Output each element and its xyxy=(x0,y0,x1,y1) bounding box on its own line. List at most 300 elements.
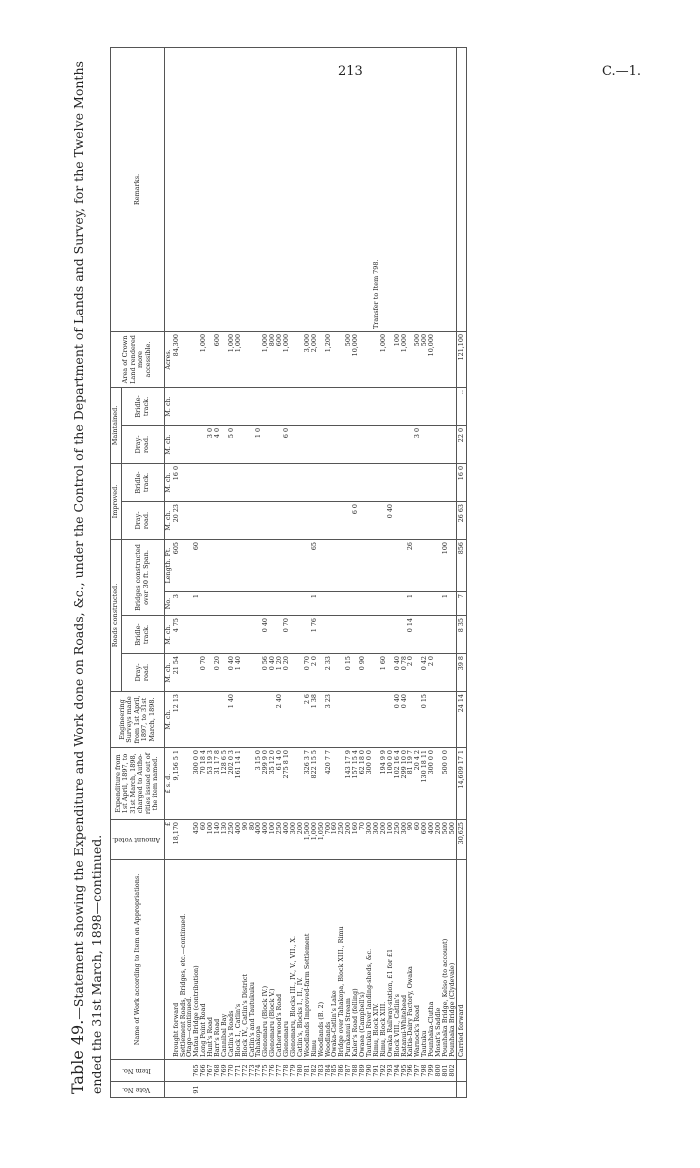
cell-impd: 6 0 xyxy=(352,502,359,540)
cell-eng xyxy=(207,692,214,748)
cell-impb xyxy=(414,463,421,501)
cell-vote xyxy=(331,1082,338,1098)
cell-eng: 2 40 xyxy=(276,692,283,748)
cell-impd xyxy=(269,502,276,540)
cell-exp: 300 0 0 xyxy=(193,748,200,820)
cell-bridle xyxy=(352,616,359,654)
cell-rem xyxy=(297,47,304,331)
cell-impd xyxy=(186,502,193,540)
cell-name: Woodlands (B. 2) xyxy=(318,860,325,1060)
cell-impb xyxy=(242,463,249,501)
cell-maind: 3 0 xyxy=(207,425,214,463)
cell-maind xyxy=(318,425,325,463)
cell-vote xyxy=(235,1082,242,1098)
cell-rem xyxy=(318,47,325,331)
cell-maind xyxy=(173,425,180,463)
cell-dray: 0 56 xyxy=(262,654,269,692)
cell-impd xyxy=(401,502,408,540)
cell-impb xyxy=(290,463,297,501)
cell-bridle xyxy=(387,616,394,654)
cell-impb xyxy=(180,463,187,501)
item-header: Item No. xyxy=(111,1060,165,1082)
cell-dray: 0 90 xyxy=(359,654,366,692)
cell-maind xyxy=(428,425,435,463)
cell-impd xyxy=(394,502,401,540)
cell-vote xyxy=(221,1082,228,1098)
total-dray: 39 8 xyxy=(456,654,466,692)
table-row xyxy=(449,47,456,1097)
cell-impb xyxy=(262,463,269,501)
cell-rem xyxy=(228,47,235,331)
cell-item: 788 xyxy=(352,1060,359,1082)
cell-blen xyxy=(338,540,345,592)
cell-amount: 100 xyxy=(269,820,276,860)
cell-impb xyxy=(255,463,262,501)
cell-exp: 35 12 0 xyxy=(269,748,276,820)
cell-maind: 5 0 xyxy=(228,425,235,463)
cell-area: 500 xyxy=(414,331,421,387)
cell-blen: 65 xyxy=(311,540,318,592)
cell-dray: 0 40 xyxy=(228,654,235,692)
total-mainb: .. xyxy=(456,387,466,425)
cell-mainb xyxy=(262,387,269,425)
table-row xyxy=(338,47,345,1097)
table-row xyxy=(207,47,214,1097)
cell-mainb xyxy=(318,387,325,425)
cell-item: 800 xyxy=(435,1060,442,1082)
cell-area: 600 xyxy=(214,331,221,387)
cell-item: 796 xyxy=(407,1060,414,1082)
cell-rem xyxy=(262,47,269,331)
cell-eng: 1 38 xyxy=(311,692,318,748)
cell-exp: 61 4 0 xyxy=(276,748,283,820)
cell-item: 794 xyxy=(394,1060,401,1082)
cell-exp: 500 0 0 xyxy=(442,748,449,820)
table-row xyxy=(373,47,380,1097)
cell-eng xyxy=(449,692,456,748)
total-amount: 30,625 xyxy=(456,820,466,860)
cell-rem xyxy=(387,47,394,331)
table-row xyxy=(318,47,325,1097)
cell-rem xyxy=(421,47,428,331)
cell-vote: 91 xyxy=(193,1082,200,1098)
cell-impd xyxy=(428,502,435,540)
cell-impb xyxy=(435,463,442,501)
cell-impb xyxy=(449,463,456,501)
cell-exp: 3 15 0 xyxy=(255,748,262,820)
cell-item: 784 xyxy=(325,1060,332,1082)
cell-item: 801 xyxy=(442,1060,449,1082)
cell-amount: 70 xyxy=(359,820,366,860)
cell-impd xyxy=(407,502,414,540)
cell-item: 785 xyxy=(331,1060,338,1082)
cell-blen xyxy=(373,540,380,592)
total-impd: 26 63 xyxy=(456,502,466,540)
cell-eng: 0 40 xyxy=(394,692,401,748)
cell-amount: 300 xyxy=(401,820,408,860)
cell-exp: 9,156 5 1 xyxy=(173,748,180,820)
cell-mainb xyxy=(214,387,221,425)
cell-impd xyxy=(325,502,332,540)
cell-blen xyxy=(387,540,394,592)
cell-impb xyxy=(401,463,408,501)
cell-area xyxy=(242,331,249,387)
cell-impd xyxy=(318,502,325,540)
cell-impd xyxy=(283,502,290,540)
cell-amount: 400 xyxy=(428,820,435,860)
cell-impb xyxy=(352,463,359,501)
cell-rem xyxy=(331,47,338,331)
cell-vote xyxy=(414,1082,421,1098)
cell-bno xyxy=(387,592,394,616)
cell-item: 776 xyxy=(269,1060,276,1082)
cell-impb xyxy=(380,463,387,501)
cell-bno xyxy=(235,592,242,616)
cell-impb xyxy=(200,463,207,501)
cell-maind xyxy=(345,425,352,463)
cell-dray xyxy=(180,654,187,692)
cell-impd xyxy=(228,502,235,540)
roads-bridle-header: Bridle-track. xyxy=(121,616,164,654)
cell-impb xyxy=(228,463,235,501)
cell-item xyxy=(173,1060,180,1082)
cell-bridle xyxy=(338,616,345,654)
cell-blen xyxy=(352,540,359,592)
cell-vote xyxy=(255,1082,262,1098)
cell-rem xyxy=(325,47,332,331)
table-row xyxy=(221,47,228,1097)
cell-bno: 1 xyxy=(407,592,414,616)
cell-exp: 53 19 3 xyxy=(207,748,214,820)
roads-dray-header: Dray-road. xyxy=(121,654,164,692)
cell-amount: 90 xyxy=(242,820,249,860)
table-row xyxy=(414,47,421,1097)
cell-impd xyxy=(180,502,187,540)
cell-bno xyxy=(421,592,428,616)
cell-rem xyxy=(269,47,276,331)
cell-name: Owaea (Campbell's) xyxy=(359,860,366,1060)
cell-exp: 62 18 0 xyxy=(359,748,366,820)
cell-maind xyxy=(352,425,359,463)
total-exp: 14,609 17 1 xyxy=(456,748,466,820)
cell-eng xyxy=(193,692,200,748)
cell-mainb xyxy=(207,387,214,425)
cell-mainb xyxy=(359,387,366,425)
cell-dray: 0 40 xyxy=(394,654,401,692)
table-row xyxy=(200,47,207,1097)
cell-dray: 0 42 xyxy=(421,654,428,692)
cell-impb xyxy=(311,463,318,501)
cell-area: 1,000 xyxy=(262,331,269,387)
cell-name: Mosat's Saddle xyxy=(435,860,442,1060)
cell-maind xyxy=(297,425,304,463)
cell-impb xyxy=(338,463,345,501)
cell-area: 1,000 xyxy=(401,331,408,387)
cell-rem xyxy=(283,47,290,331)
cell-maind xyxy=(449,425,456,463)
cell-mainb xyxy=(380,387,387,425)
cell-bno xyxy=(242,592,249,616)
cell-bridle xyxy=(345,616,352,654)
cell-exp: 300 0 0 xyxy=(366,748,373,820)
cell-mainb xyxy=(221,387,228,425)
cell-blen: 605 xyxy=(173,540,180,592)
cell-area xyxy=(180,331,187,387)
cell-rem: Transfer to Item 798. xyxy=(373,47,380,331)
cell-name: Cannibal Bay xyxy=(221,860,228,1060)
cell-dray: 0 20 xyxy=(283,654,290,692)
cell-bno xyxy=(352,592,359,616)
cell-blen: 26 xyxy=(407,540,414,592)
cell-area: 1,200 xyxy=(325,331,332,387)
cell-exp xyxy=(180,748,187,820)
total-bno: 7 xyxy=(456,592,466,616)
cell-name: Catlin's, Blocks I., II., IV. xyxy=(297,860,304,1060)
cell-impb xyxy=(249,463,256,501)
cell-item: 790 xyxy=(366,1060,373,1082)
cell-blen xyxy=(255,540,262,592)
cell-blen xyxy=(200,540,207,592)
cell-bridle: 1 76 xyxy=(311,616,318,654)
cell-amount: 160 xyxy=(352,820,359,860)
cell-impd xyxy=(331,502,338,540)
cell-item: 779 xyxy=(290,1060,297,1082)
cell-name: Rimu, Block XIII. xyxy=(380,860,387,1060)
cell-bridle xyxy=(421,616,428,654)
cell-impd: 20 23 xyxy=(173,502,180,540)
cell-dray xyxy=(242,654,249,692)
cell-dray xyxy=(435,654,442,692)
cell-bno xyxy=(255,592,262,616)
cell-area xyxy=(249,331,256,387)
cell-exp: 102 16 4 xyxy=(394,748,401,820)
cell-eng xyxy=(262,692,269,748)
cell-impb xyxy=(407,463,414,501)
cell-area xyxy=(186,331,193,387)
cell-maind xyxy=(180,425,187,463)
page-number: 213 xyxy=(338,64,363,79)
cell-mainb xyxy=(242,387,249,425)
cell-eng: 0 15 xyxy=(421,692,428,748)
cell-vote xyxy=(297,1082,304,1098)
cell-bridle: 4 75 xyxy=(173,616,180,654)
cell-bridle xyxy=(186,616,193,654)
cell-mainb xyxy=(442,387,449,425)
cell-impb xyxy=(331,463,338,501)
cell-bno xyxy=(380,592,387,616)
cell-vote xyxy=(262,1082,269,1098)
cell-mainb xyxy=(394,387,401,425)
cell-amount: 60 xyxy=(200,820,207,860)
cell-name: Block VIII., Catlin's xyxy=(394,860,401,1060)
cell-eng xyxy=(331,692,338,748)
cell-vote xyxy=(387,1082,394,1098)
cell-mainb xyxy=(325,387,332,425)
cell-maind xyxy=(338,425,345,463)
cell-dray xyxy=(290,654,297,692)
cell-dray xyxy=(186,654,193,692)
cell-blen xyxy=(221,540,228,592)
cell-area: 500 xyxy=(345,331,352,387)
cell-mainb xyxy=(283,387,290,425)
cell-blen xyxy=(359,540,366,592)
cell-rem xyxy=(311,47,318,331)
cell-item: 782 xyxy=(311,1060,318,1082)
cell-blen xyxy=(214,540,221,592)
cell-bno xyxy=(318,592,325,616)
cell-mainb xyxy=(235,387,242,425)
cell-name: Pounhaka-Clutha xyxy=(428,860,435,1060)
table-row xyxy=(186,47,193,1097)
cell-bridle: 0 40 xyxy=(262,616,269,654)
cell-dray: 2 0 xyxy=(407,654,414,692)
table-row xyxy=(228,47,235,1097)
rotated-table-region xyxy=(65,48,635,1098)
cell-blen xyxy=(262,540,269,592)
cell-vote xyxy=(345,1082,352,1098)
cell-bridle: 0 70 xyxy=(283,616,290,654)
cell-impb xyxy=(318,463,325,501)
cell-exp xyxy=(242,748,249,820)
cell-blen xyxy=(276,540,283,592)
cell-vote xyxy=(200,1082,207,1098)
cell-vote xyxy=(366,1082,373,1098)
cell-amount: 600 xyxy=(421,820,428,860)
cell-impd xyxy=(373,502,380,540)
cell-eng xyxy=(345,692,352,748)
cell-vote xyxy=(290,1082,297,1098)
cell-impd xyxy=(242,502,249,540)
cell-name: Glenomaru, Blocks III., IV., V., VII., X. xyxy=(290,860,297,1060)
cell-amount: 160 xyxy=(331,820,338,860)
cell-impd xyxy=(297,502,304,540)
cell-exp: 100 0 0 xyxy=(387,748,394,820)
cell-dray: 0 70 xyxy=(200,654,207,692)
cell-mainb xyxy=(186,387,193,425)
cell-item: 771 xyxy=(235,1060,242,1082)
cell-eng xyxy=(180,692,187,748)
cell-bno xyxy=(283,592,290,616)
cell-area xyxy=(366,331,373,387)
table-row xyxy=(401,47,408,1097)
table-row xyxy=(235,47,242,1097)
cell-exp: 299 9 0 xyxy=(262,748,269,820)
cell-bno xyxy=(262,592,269,616)
cell-impb xyxy=(366,463,373,501)
cell-impb xyxy=(276,463,283,501)
cell-amount: 250 xyxy=(394,820,401,860)
cell-rem xyxy=(338,47,345,331)
cell-maind xyxy=(262,425,269,463)
maintained-dray-header: Dray-road. xyxy=(121,425,164,463)
cell-eng: 3 23 xyxy=(325,692,332,748)
cell-item: 793 xyxy=(387,1060,394,1082)
cell-area: 1,000 xyxy=(200,331,207,387)
table-row xyxy=(366,47,373,1097)
cell-vote xyxy=(394,1082,401,1098)
roads-header: Roads constructed. xyxy=(111,540,122,692)
cell-impd xyxy=(276,502,283,540)
cell-bridle xyxy=(380,616,387,654)
cell-bno xyxy=(331,592,338,616)
improved-bridle-header: Bridle-track. xyxy=(121,463,164,501)
cell-vote xyxy=(380,1082,387,1098)
remarks-header: Remarks. xyxy=(111,47,165,331)
cell-amount: 700 xyxy=(325,820,332,860)
cell-impd xyxy=(304,502,311,540)
cell-maind: 4 0 xyxy=(214,425,221,463)
cell-maind xyxy=(193,425,200,463)
table-title xyxy=(69,54,109,1094)
cell-dray: 0 78 xyxy=(401,654,408,692)
cell-area: 1,000 xyxy=(235,331,242,387)
cell-rem xyxy=(414,47,421,331)
cell-name: Woodlands xyxy=(325,860,332,1060)
cell-rem xyxy=(200,47,207,331)
cell-item: 767 xyxy=(207,1060,214,1082)
cell-mainb xyxy=(304,387,311,425)
cell-mainb xyxy=(373,387,380,425)
cell-eng xyxy=(249,692,256,748)
cell-blen xyxy=(283,540,290,592)
cell-amount: 400 xyxy=(262,820,269,860)
cell-dray xyxy=(331,654,338,692)
total-maind: 22 0 xyxy=(456,425,466,463)
cell-dray: 0 40 xyxy=(269,654,276,692)
total-name: Carried forward xyxy=(456,860,466,1060)
cell-amount: 200 xyxy=(345,820,352,860)
cell-item: 791 xyxy=(373,1060,380,1082)
cell-amount: 1,050 xyxy=(318,820,325,860)
cell-mainb xyxy=(290,387,297,425)
cell-vote xyxy=(435,1082,442,1098)
cell-impb xyxy=(373,463,380,501)
cell-name: Rimu, Block XIV. xyxy=(373,860,380,1060)
cell-bridle xyxy=(318,616,325,654)
cell-dray: 0 70 xyxy=(304,654,311,692)
cell-rem xyxy=(242,47,249,331)
table-row xyxy=(242,47,249,1097)
cell-eng xyxy=(290,692,297,748)
cell-vote xyxy=(214,1082,221,1098)
cell-maind xyxy=(380,425,387,463)
cell-dray: 21 54 xyxy=(173,654,180,692)
cell-vote xyxy=(338,1082,345,1098)
cell-impd xyxy=(200,502,207,540)
cell-area: 100 xyxy=(394,331,401,387)
cell-rem xyxy=(407,47,414,331)
cell-mainb xyxy=(407,387,414,425)
cell-maind xyxy=(401,425,408,463)
cell-name: Pounhaka Bridge (Clydevale) xyxy=(449,860,456,1060)
name-header: Name of Work according to Item on Appropriations. xyxy=(111,860,165,1060)
cell-bridle xyxy=(200,616,207,654)
table-row xyxy=(249,47,256,1097)
cell-impb xyxy=(283,463,290,501)
cell-maind xyxy=(373,425,380,463)
cell-mainb xyxy=(228,387,235,425)
cell-blen xyxy=(380,540,387,592)
cell-amount: 1,000 xyxy=(311,820,318,860)
cell-bridle xyxy=(297,616,304,654)
cell-name: Catherwood's Road xyxy=(276,860,283,1060)
cell-eng: 0 40 xyxy=(401,692,408,748)
cell-impb xyxy=(221,463,228,501)
total-area: 121,100 xyxy=(456,331,466,387)
cell-vote xyxy=(249,1082,256,1098)
cell-eng: 12 13 xyxy=(173,692,180,748)
cell-bno xyxy=(373,592,380,616)
